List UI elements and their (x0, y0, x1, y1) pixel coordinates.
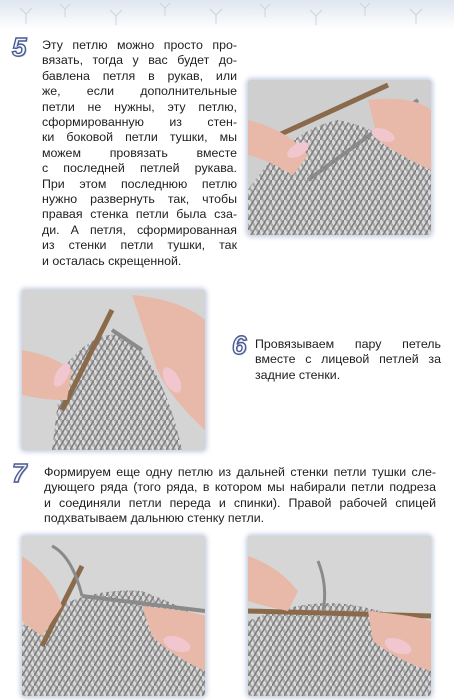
step-number-5: 5 (12, 32, 27, 62)
text-line: Формируем еще одну петлю из дальней стенки петли тушки сле- (44, 465, 436, 479)
text-line: Провязываем пару петель (255, 337, 441, 351)
photo-step-7-left (22, 536, 205, 696)
text-line: дующего ряда (того ряда, в котором мы набирали петли подреза (44, 480, 436, 495)
text-line: можем провязать вместе (42, 145, 237, 160)
snowflake-pattern-icon (0, 0, 454, 30)
step-number-6: 6 (232, 330, 247, 360)
decorative-top-band (0, 0, 454, 30)
text-line: с последней петлей рукава. (42, 161, 237, 176)
text-line: вместе с лицевой петлей за (255, 352, 441, 367)
text-line: и осталась скрещенной. (42, 253, 182, 268)
text-line: сформированную из стен- (42, 115, 237, 130)
step-number-7: 7 (12, 458, 27, 488)
text-line: петли не нужны, эту петлю, (42, 99, 237, 114)
step-6-text (255, 337, 441, 383)
text-line: ки боковой петли тушки, мы (42, 130, 237, 145)
text-line: Эту петлю можно просто про- (42, 38, 237, 52)
text-line: из стенки петли тушки, так (42, 238, 237, 253)
text-line: При этом последнюю петлю (42, 176, 237, 191)
text-line: ди. А петля, сформированная (42, 222, 237, 237)
photo-step-5 (248, 80, 431, 235)
text-line: правая стенка петли была сза- (42, 207, 237, 222)
text-line: подхватываем дальнюю стенку петли. (44, 511, 265, 526)
text-line: и соединяли петли переда и спинки). Правой рабочей спицей (44, 495, 436, 510)
photo-step-6 (22, 290, 205, 450)
text-line: же, если дополнительные (42, 84, 237, 99)
step-5-text (42, 38, 237, 269)
text-line: вязать, тогда у вас будет до- (42, 53, 237, 68)
photo-step-7-right (248, 536, 431, 696)
text-line: нужно развернуть так, чтобы (42, 192, 237, 207)
step-7-text (44, 465, 436, 527)
text-line: задние стенки. (255, 367, 341, 382)
text-line: бавлена петля в рукав, или (42, 68, 237, 83)
